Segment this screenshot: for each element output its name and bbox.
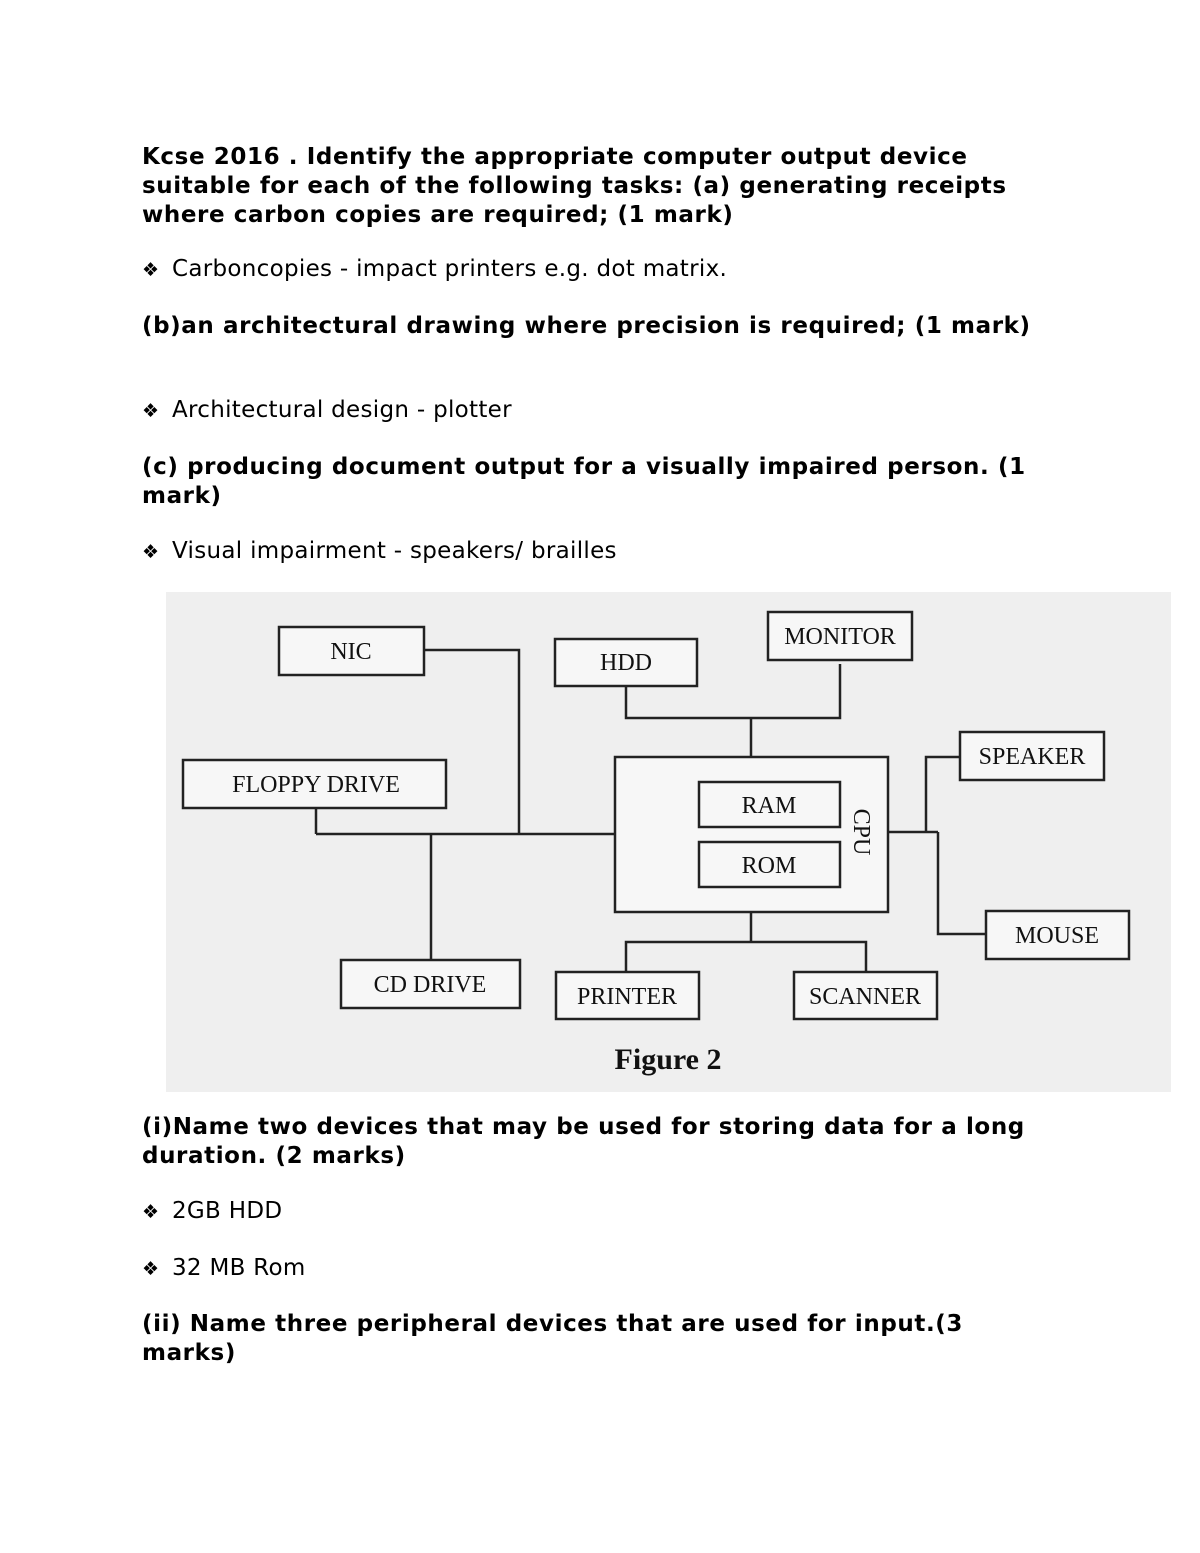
label-monitor: MONITOR [784, 624, 896, 650]
connector-speaker [926, 757, 960, 832]
figure-caption: Figure 2 [614, 1043, 722, 1076]
label-hdd: HDD [600, 650, 652, 676]
bullet-icon: ❖ [142, 1201, 160, 1223]
question-main: Kcse 2016 . Identify the appropriate computer output device suitable for each of the following tasks: (a) generating receipts where carbon copies are required; (1 mark) [142, 144, 1007, 228]
answer-i-2-text: 32 MB Rom [172, 1255, 306, 1281]
answer-a-text: Carboncopies - impact printers e.g. dot matrix. [172, 256, 728, 282]
block-diagram [166, 592, 1171, 1092]
label-floppy-drive: FLOPPY DRIVE [232, 772, 400, 798]
label-cpu: CPU [848, 808, 874, 856]
label-printer: PRINTER [576, 984, 678, 1010]
answer-c [142, 537, 1062, 567]
box-cpu [615, 757, 888, 912]
label-rom: ROM [741, 853, 797, 879]
connector-printer-scanner [626, 942, 866, 972]
question-ii: (ii) Name three peripheral devices that are used for input.(3 marks) [142, 1311, 964, 1366]
label-ram: RAM [741, 793, 797, 819]
answer-i-2 [142, 1254, 1062, 1284]
bullet-icon: ❖ [142, 541, 160, 563]
answer-b [142, 396, 1062, 426]
figure-2-diagram [166, 592, 1171, 1092]
label-nic: NIC [330, 639, 372, 665]
answer-b-text: Architectural design - plotter [172, 397, 512, 423]
label-mouse: MOUSE [1014, 923, 1100, 949]
answer-c-text: Visual impairment - speakers/ brailles [172, 538, 617, 564]
bullet-icon: ❖ [142, 400, 160, 422]
answer-a [142, 255, 1062, 285]
question-b: (b)an architectural drawing where precision is required; (1 mark) [142, 313, 1031, 339]
connector-mouse [938, 832, 986, 934]
answer-i-1 [142, 1197, 1062, 1227]
answer-i-1-text: 2GB HDD [172, 1198, 283, 1224]
bullet-icon: ❖ [142, 259, 160, 281]
question-i: (i)Name two devices that may be used for storing data for a long duration. (2 marks) [142, 1114, 1025, 1169]
bullet-icon: ❖ [142, 1258, 160, 1280]
question-c: (c) producing document output for a visually impaired person. (1 mark) [142, 454, 1026, 509]
boxes [183, 612, 1129, 1019]
label-cd-drive: CD DRIVE [373, 972, 487, 998]
label-speaker: SPEAKER [978, 744, 1086, 770]
label-scanner: SCANNER [808, 984, 922, 1010]
